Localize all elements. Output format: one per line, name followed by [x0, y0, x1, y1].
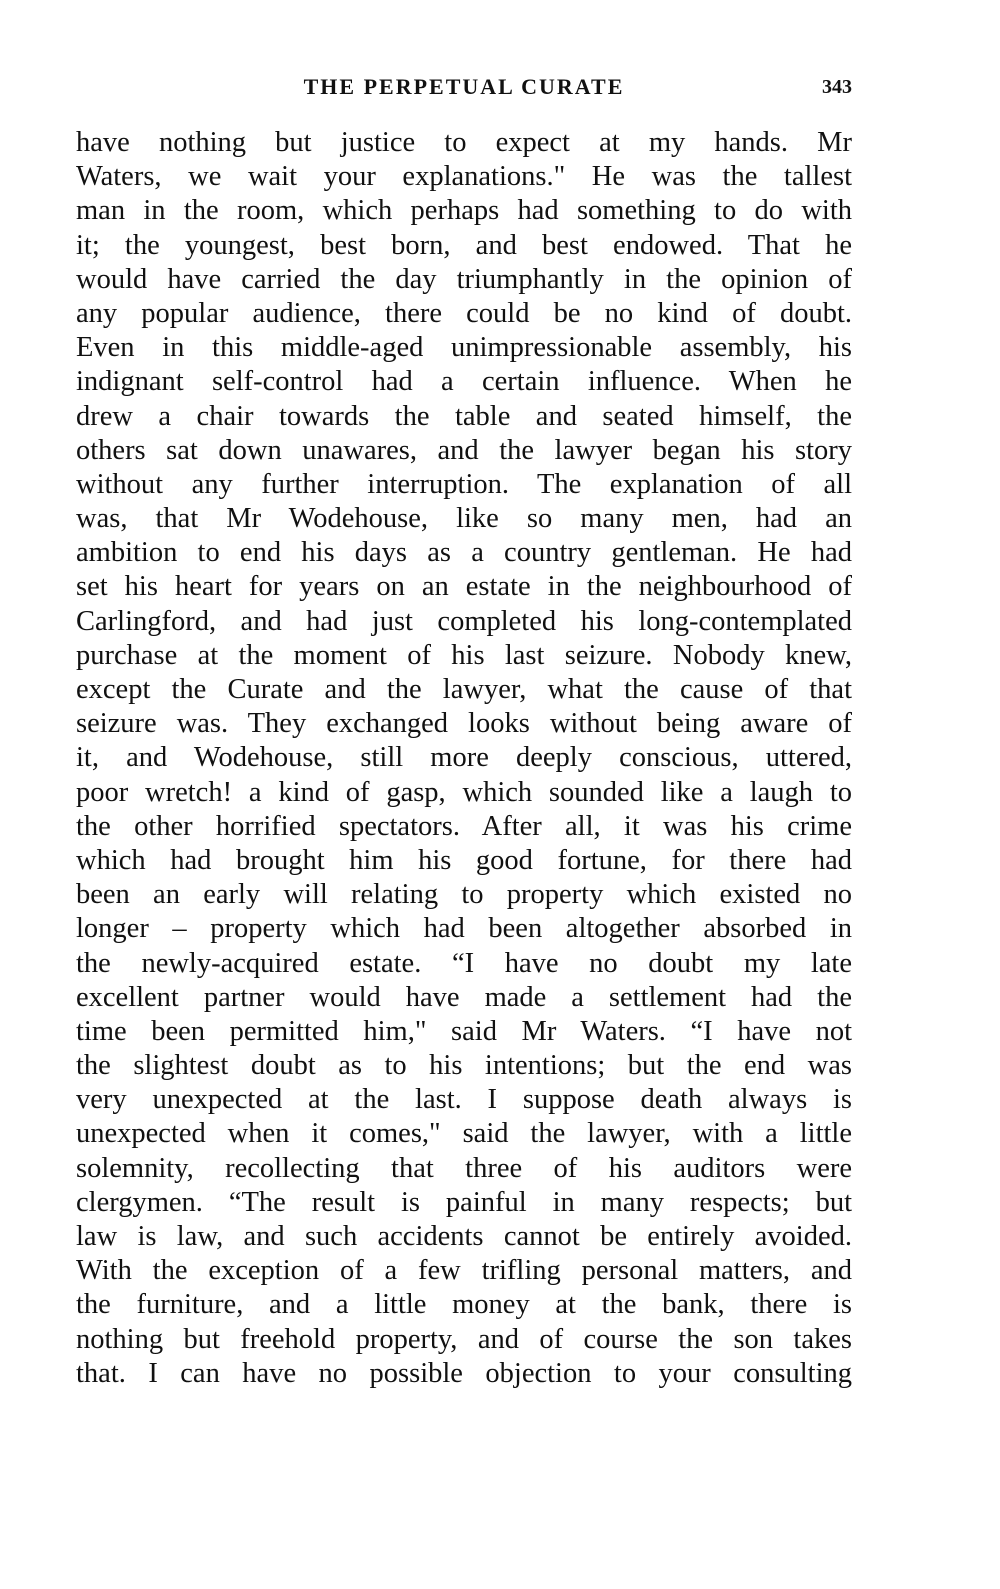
text-line: seizure was. They exchanged looks without being aware of: [76, 708, 852, 740]
running-title: THE PERPETUAL CURATE: [303, 74, 625, 99]
body-text: [76, 126, 852, 1391]
page-number: 343: [822, 76, 852, 98]
text-line: that. I can have no possible objection to your consulting: [76, 1357, 852, 1389]
text-line: the other horrified spectators. After all, it was his crime: [76, 810, 852, 842]
text-line: without any further interruption. The explanation of all: [76, 468, 852, 500]
text-line: law is law, and such accidents cannot be entirely avoided.: [76, 1221, 852, 1252]
text-line: others sat down unawares, and the lawyer began his story: [76, 434, 852, 466]
text-line: ambition to end his days as a country gentleman. He had: [76, 537, 852, 569]
text-line: solemnity, recollecting that three of his auditors were: [76, 1152, 852, 1184]
text-line: clergymen. “The result is painful in many respects; but: [76, 1186, 852, 1218]
text-line: With the exception of a few trifling personal matters, and: [76, 1255, 852, 1287]
text-line: indignant self-control had a certain influence. When he: [76, 366, 852, 398]
text-line: the slightest doubt as to his intentions; but the end was: [76, 1050, 852, 1082]
text-line: Waters, we wait your explanations." He was the tallest: [76, 161, 852, 193]
text-line: set his heart for years on an estate in the neighbourhood of: [76, 571, 852, 603]
text-line: man in the room, which perhaps had something to do with: [76, 195, 852, 227]
text-line: longer – property which had been altogether absorbed in: [76, 913, 852, 945]
text-line: unexpected when it comes," said the lawyer, with a little: [76, 1118, 852, 1150]
text-line: very unexpected at the last. I suppose death always is: [76, 1084, 852, 1116]
text-line: Carlingford, and had just completed his long-contemplated: [76, 605, 852, 637]
text-line: any popular audience, there could be no kind of doubt.: [76, 297, 852, 329]
text-line: nothing but freehold property, and of course the son takes: [76, 1323, 852, 1355]
text-line: would have carried the day triumphantly in the opinion of: [76, 263, 852, 295]
text-line: the newly-acquired estate. “I have no doubt my late: [76, 947, 852, 979]
text-line: except the Curate and the lawyer, what the cause of that: [76, 674, 852, 705]
text-line: purchase at the moment of his last seizure. Nobody knew,: [76, 639, 852, 671]
text-line: the furniture, and a little money at the bank, there is: [76, 1289, 852, 1321]
text-line: drew a chair towards the table and seated himself, the: [76, 400, 852, 432]
text-line: which had brought him his good fortune, for there had: [76, 844, 852, 876]
text-line: time been permitted him," said Mr Waters. “I have not: [76, 1015, 852, 1047]
running-head: [76, 72, 852, 102]
text-line: excellent partner would have made a settlement had the: [76, 981, 852, 1013]
text-line: was, that Mr Wodehouse, like so many men, had an: [76, 503, 852, 535]
text-line: Even in this middle-aged unimpressionable assembly, his: [76, 332, 852, 364]
text-line: poor wretch! a kind of gasp, which sounded like a laugh to: [76, 776, 852, 808]
text-line: it; the youngest, best born, and best endowed. That he: [76, 229, 852, 261]
text-line: have nothing but justice to expect at my hands. Mr: [76, 127, 852, 158]
text-line: it, and Wodehouse, still more deeply conscious, uttered,: [76, 742, 852, 774]
text-line: been an early will relating to property which existed no: [76, 879, 852, 911]
